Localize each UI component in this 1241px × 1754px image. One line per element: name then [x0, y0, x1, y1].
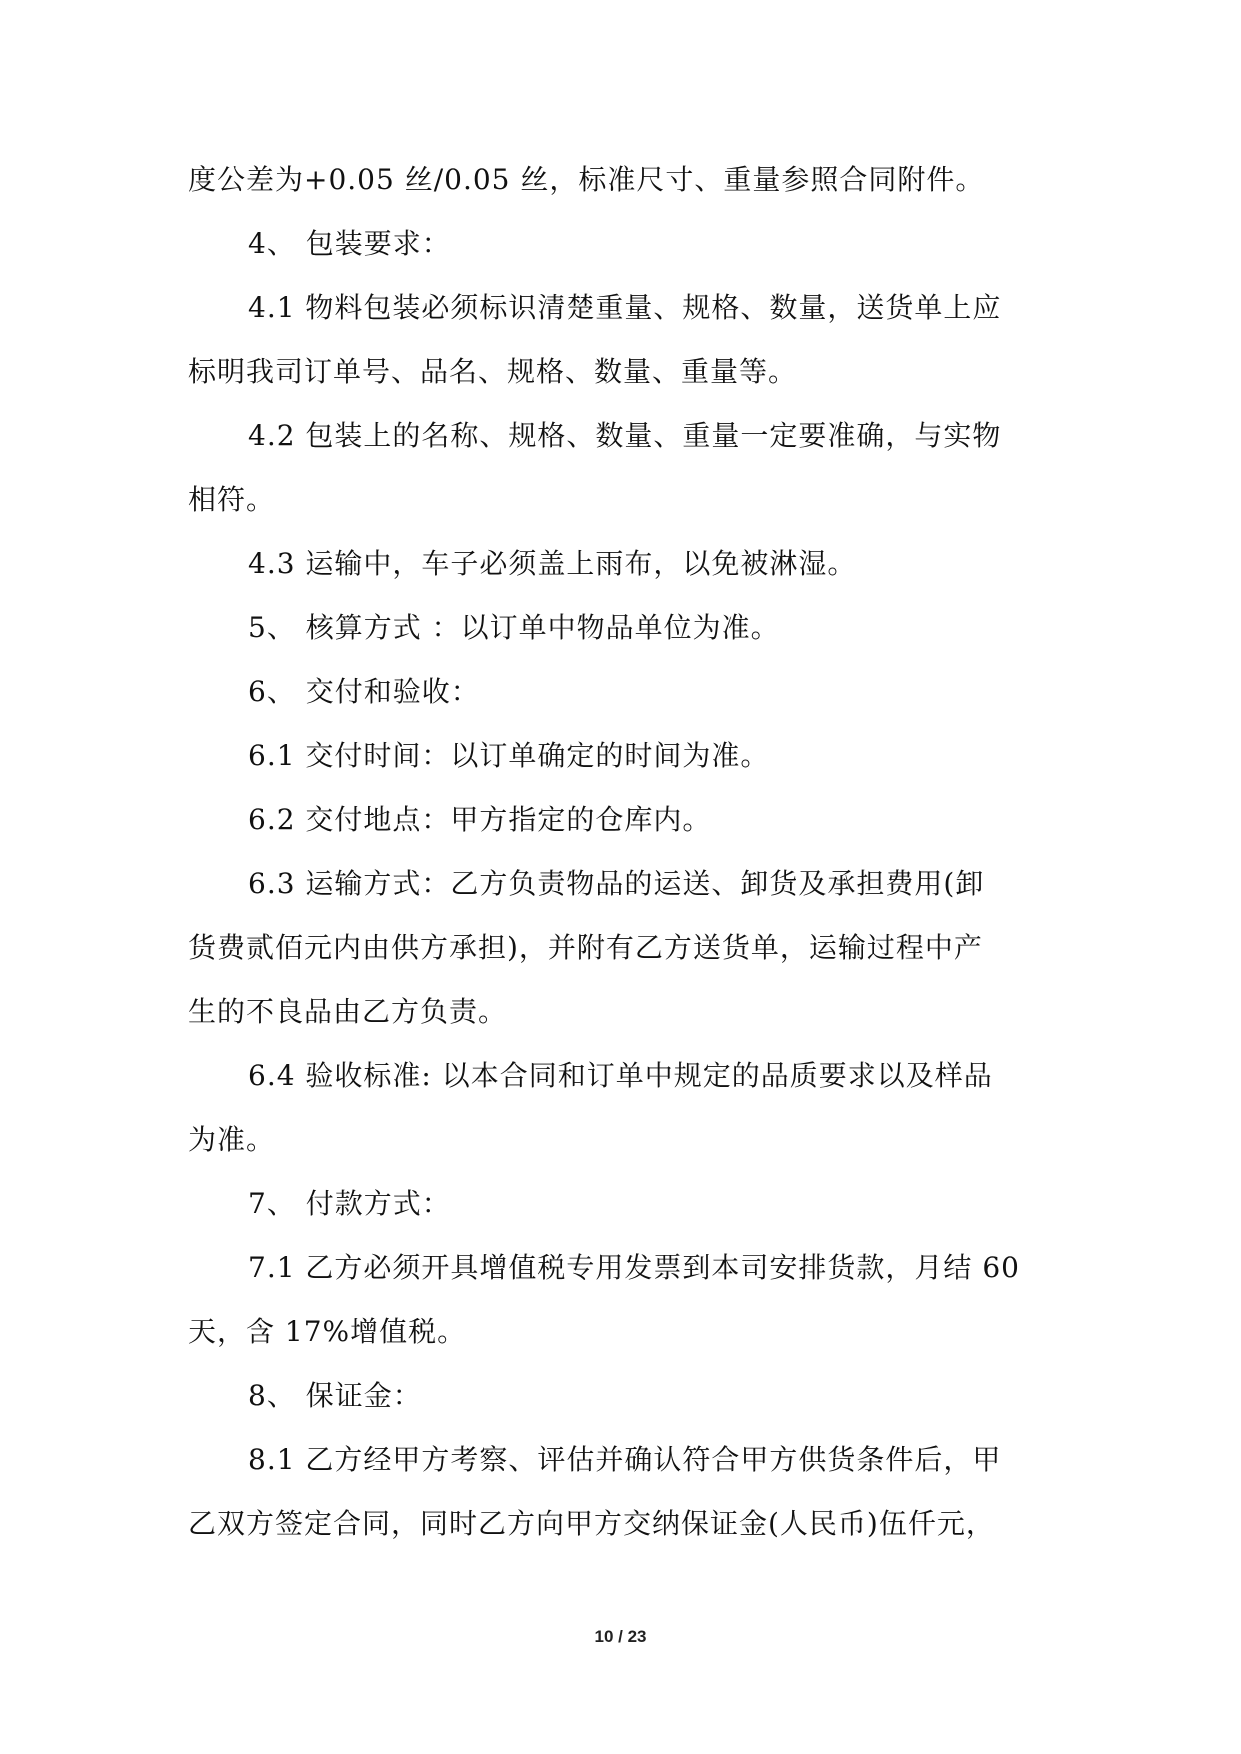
section-heading-accounting: 5、 核算方式 ：以订单中物品单位为准。: [248, 611, 780, 644]
text-line: 为准。: [188, 1123, 276, 1156]
section-heading-packaging: 4、 包装要求：: [248, 227, 451, 260]
section-heading-payment: 7、 付款方式：: [248, 1187, 451, 1220]
text-line: 相符。: [188, 483, 276, 516]
text-line: 7.1 乙方必须开具增值税专用发票到本司安排货款，月结 60: [248, 1251, 1020, 1284]
section-heading-delivery: 6、 交付和验收：: [248, 675, 480, 708]
text-line: 6.4 验收标准: 以本合同和订单中规定的品质要求以及样品: [248, 1059, 993, 1092]
section-heading-deposit: 8、 保证金：: [248, 1379, 422, 1412]
text-line: 生的不良品由乙方负责。: [188, 995, 508, 1028]
text-line: 乙双方签定合同，同时乙方向甲方交纳保证金(人民币)伍仟元，: [188, 1507, 995, 1540]
page-number: 10 / 23: [594, 1627, 647, 1646]
text-line: 4.1 物料包装必须标识清楚重量、规格、数量，送货单上应: [248, 291, 1002, 324]
text-line: 6.2 交付地点：甲方指定的仓库内。: [248, 803, 712, 836]
text-line: 标明我司订单号、品名、规格、数量、重量等。: [188, 355, 798, 388]
text-line: 4.2 包装上的名称、规格、数量、重量一定要准确，与实物: [248, 419, 1002, 452]
document-body: [188, 148, 1058, 1556]
text-line: 6.1 交付时间：以订单确定的时间为准。: [248, 739, 770, 772]
text-line: 天，含 17%增值税。: [188, 1315, 467, 1348]
text-line: 8.1 乙方经甲方考察、评估并确认符合甲方供货条件后，甲: [248, 1443, 1002, 1476]
text-line: 货费贰佰元内由供方承担)，并附有乙方送货单，运输过程中产: [188, 931, 983, 964]
text-line: 度公差为+0.05 丝/0.05 丝，标准尺寸、重量参照合同附件。: [188, 163, 985, 196]
text-line: 4.3 运输中，车子必须盖上雨布，以免被淋湿。: [248, 547, 857, 580]
text-line: 6.3 运输方式：乙方负责物品的运送、卸货及承担费用(卸: [248, 867, 985, 900]
